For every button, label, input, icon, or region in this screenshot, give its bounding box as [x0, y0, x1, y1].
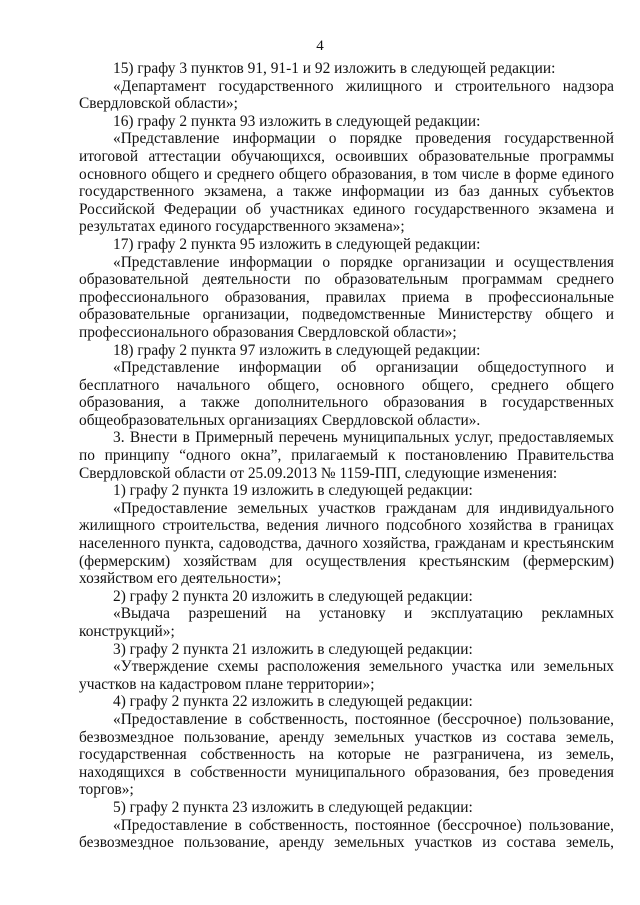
paragraph: «Департамент государственного жилищного и строительного надзора Свердловской области»;	[79, 77, 614, 113]
paragraph: 1) графу 2 пункта 19 изложить в следующей редакции:	[113, 482, 473, 500]
paragraph: «Представление информации об организации общедоступного и бесплатного начального общего, основного общего, среднего общего образования, а также дополнительного образования в государственных общеобразовательных организациях Свердловской области».	[79, 359, 614, 429]
paragraph: 2) графу 2 пункта 20 изложить в следующей редакции:	[113, 587, 473, 605]
paragraph: «Представление информации о порядке проведения государственной итоговой аттестации обучающихся, освоивших образовательные программы основного общего и среднего общего образования, в том числе в форме единого государственного экзамена, а также информации из баз данных субъектов Российской Федерации об участниках единого государственного экзамена и результатах единого государственного экзамена»;	[79, 130, 614, 236]
page-number: 4	[316, 38, 324, 54]
paragraph: 5) графу 2 пункта 23 изложить в следующей редакции:	[113, 798, 473, 816]
document-body	[79, 60, 614, 852]
paragraph: 4) графу 2 пункта 22 изложить в следующей редакции:	[113, 693, 473, 711]
paragraph: «Предоставление в собственность, постоянное (бессрочное) пользование, безвозмездное пользование, аренду земельных участков из состава земель,	[79, 816, 614, 852]
paragraph: 17) графу 2 пункта 95 изложить в следующей редакции:	[113, 235, 481, 253]
paragraph: 18) графу 2 пункта 97 изложить в следующей редакции:	[113, 341, 481, 359]
paragraph: «Предоставление земельных участков гражданам для индивидуального жилищного строительства, ведения личного подсобного хозяйства в границах населенного пункта, садоводства, дачного хозяйства, гражданам и крестьянским (фермерским) хозяйствам для осуществления крестьянским (фермерским) хозяйством его деятельности»;	[79, 499, 614, 588]
paragraph: «Утверждение схемы расположения земельного участка или земельных участков на кадастровом плане территории»;	[79, 658, 614, 693]
paragraph: 3) графу 2 пункта 21 изложить в следующей редакции:	[113, 640, 473, 658]
paragraph: «Предоставление в собственность, постоянное (бессрочное) пользование, безвозмездное пользование, аренду земельных участков из состава земель, государственная собственность на которые не разграничена, из земель, находящихся в собственности муниципального образования, без проведения торгов»;	[79, 710, 614, 799]
paragraph: 16) графу 2 пункта 93 изложить в следующей редакции:	[113, 112, 481, 130]
paragraph: 15) графу 3 пунктов 91, 91-1 и 92 изложить в следующей редакции:	[113, 60, 556, 77]
paragraph: «Представление информации о порядке организации и осуществления образовательной деятельности по образовательным программам среднего профессионального образования, правилах приема в профессиональные образовательные организации, подведомственные Министерству общего и профессионального образования Свердловской области»;	[79, 253, 614, 341]
paragraph: 3. Внести в Примерный перечень муниципальных услуг, предоставляемых по принципу “одного окна”, прилагаемый к постановлению Правительства Свердловской области от 25.09.2013 № 1159-ПП, следующие изменения:	[79, 429, 614, 482]
paragraph: «Выдача разрешений на установку и эксплуатацию рекламных конструкций»;	[79, 605, 614, 640]
